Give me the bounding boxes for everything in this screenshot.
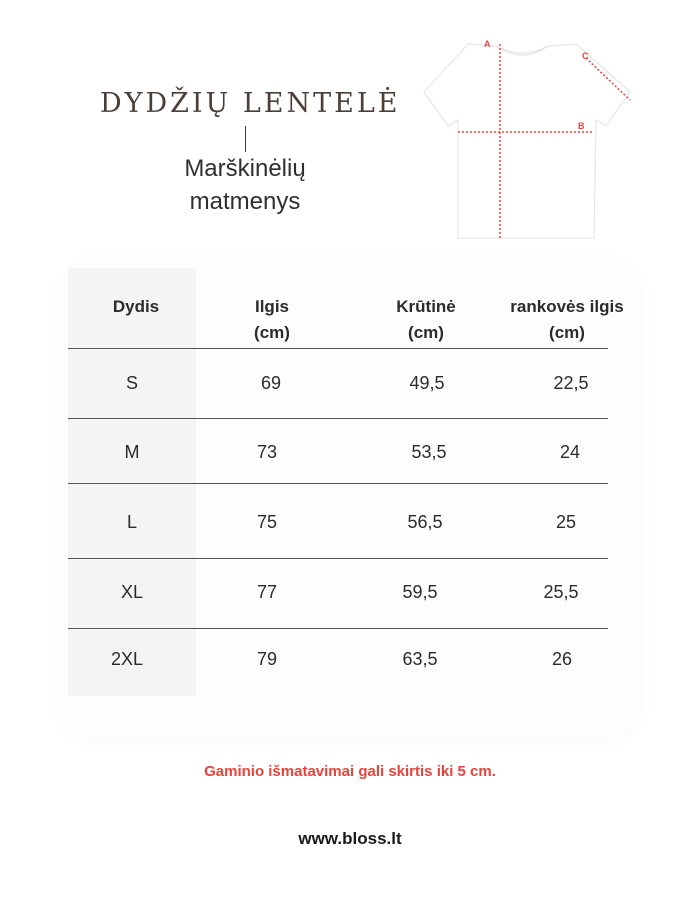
subtitle-line-2: matmenys bbox=[189, 188, 301, 215]
cell-chest: 59,5 bbox=[402, 582, 438, 602]
cell-size: S bbox=[125, 373, 138, 393]
row-divider bbox=[68, 628, 608, 629]
tshirt-icon bbox=[424, 44, 630, 238]
cell-sleeve: 25,5 bbox=[543, 582, 579, 602]
cell-sleeve: 26 bbox=[551, 649, 573, 669]
title-divider bbox=[245, 126, 246, 152]
page-title: DYDŽIŲ LENTELĖ bbox=[100, 88, 401, 119]
header-size-text: Dydis bbox=[112, 297, 160, 316]
header-size bbox=[96, 294, 176, 320]
header-sleeve bbox=[502, 294, 632, 346]
header-sleeve-line1: rankovės ilgis bbox=[510, 297, 624, 316]
cell-chest: 63,5 bbox=[402, 649, 438, 669]
cell-size: 2XL bbox=[110, 649, 144, 669]
header-chest-line2: (cm) bbox=[408, 323, 444, 342]
size-column-shade bbox=[68, 268, 196, 696]
row-divider bbox=[68, 558, 608, 559]
header-sleeve-line2: (cm) bbox=[549, 323, 585, 342]
header-chest bbox=[376, 294, 476, 346]
header-length-line1: Ilgis bbox=[254, 297, 289, 316]
cell-sleeve: 25 bbox=[555, 512, 577, 532]
label-a: A bbox=[484, 39, 491, 49]
page-subtitle bbox=[160, 152, 330, 218]
header-length bbox=[232, 294, 312, 346]
cell-chest: 53,5 bbox=[411, 442, 447, 462]
cell-chest: 49,5 bbox=[409, 373, 445, 393]
cell-sleeve: 24 bbox=[559, 442, 581, 462]
measurement-note: Gaminio išmatavimai gali skirtis iki 5 cm. bbox=[204, 763, 496, 780]
row-divider bbox=[68, 348, 608, 349]
label-c: C bbox=[582, 51, 589, 61]
cell-size: L bbox=[126, 512, 137, 532]
cell-length: 75 bbox=[256, 512, 278, 532]
subtitle-line-1: Marškinėlių bbox=[184, 155, 306, 182]
header-length-line2: (cm) bbox=[254, 323, 290, 342]
cell-length: 79 bbox=[256, 649, 278, 669]
cell-length: 69 bbox=[260, 373, 282, 393]
row-divider bbox=[68, 483, 608, 484]
cell-size: XL bbox=[120, 582, 144, 602]
row-divider bbox=[68, 418, 608, 419]
header-chest-line1: Krūtinė bbox=[396, 297, 456, 316]
cell-length: 77 bbox=[256, 582, 278, 602]
cell-length: 73 bbox=[256, 442, 278, 462]
cell-sleeve: 22,5 bbox=[553, 373, 589, 393]
cell-size: M bbox=[124, 442, 140, 462]
label-b: B bbox=[578, 121, 585, 131]
cell-chest: 56,5 bbox=[407, 512, 443, 532]
website-link[interactable]: www.bloss.lt bbox=[298, 829, 402, 848]
tshirt-measurement-diagram bbox=[418, 30, 640, 245]
